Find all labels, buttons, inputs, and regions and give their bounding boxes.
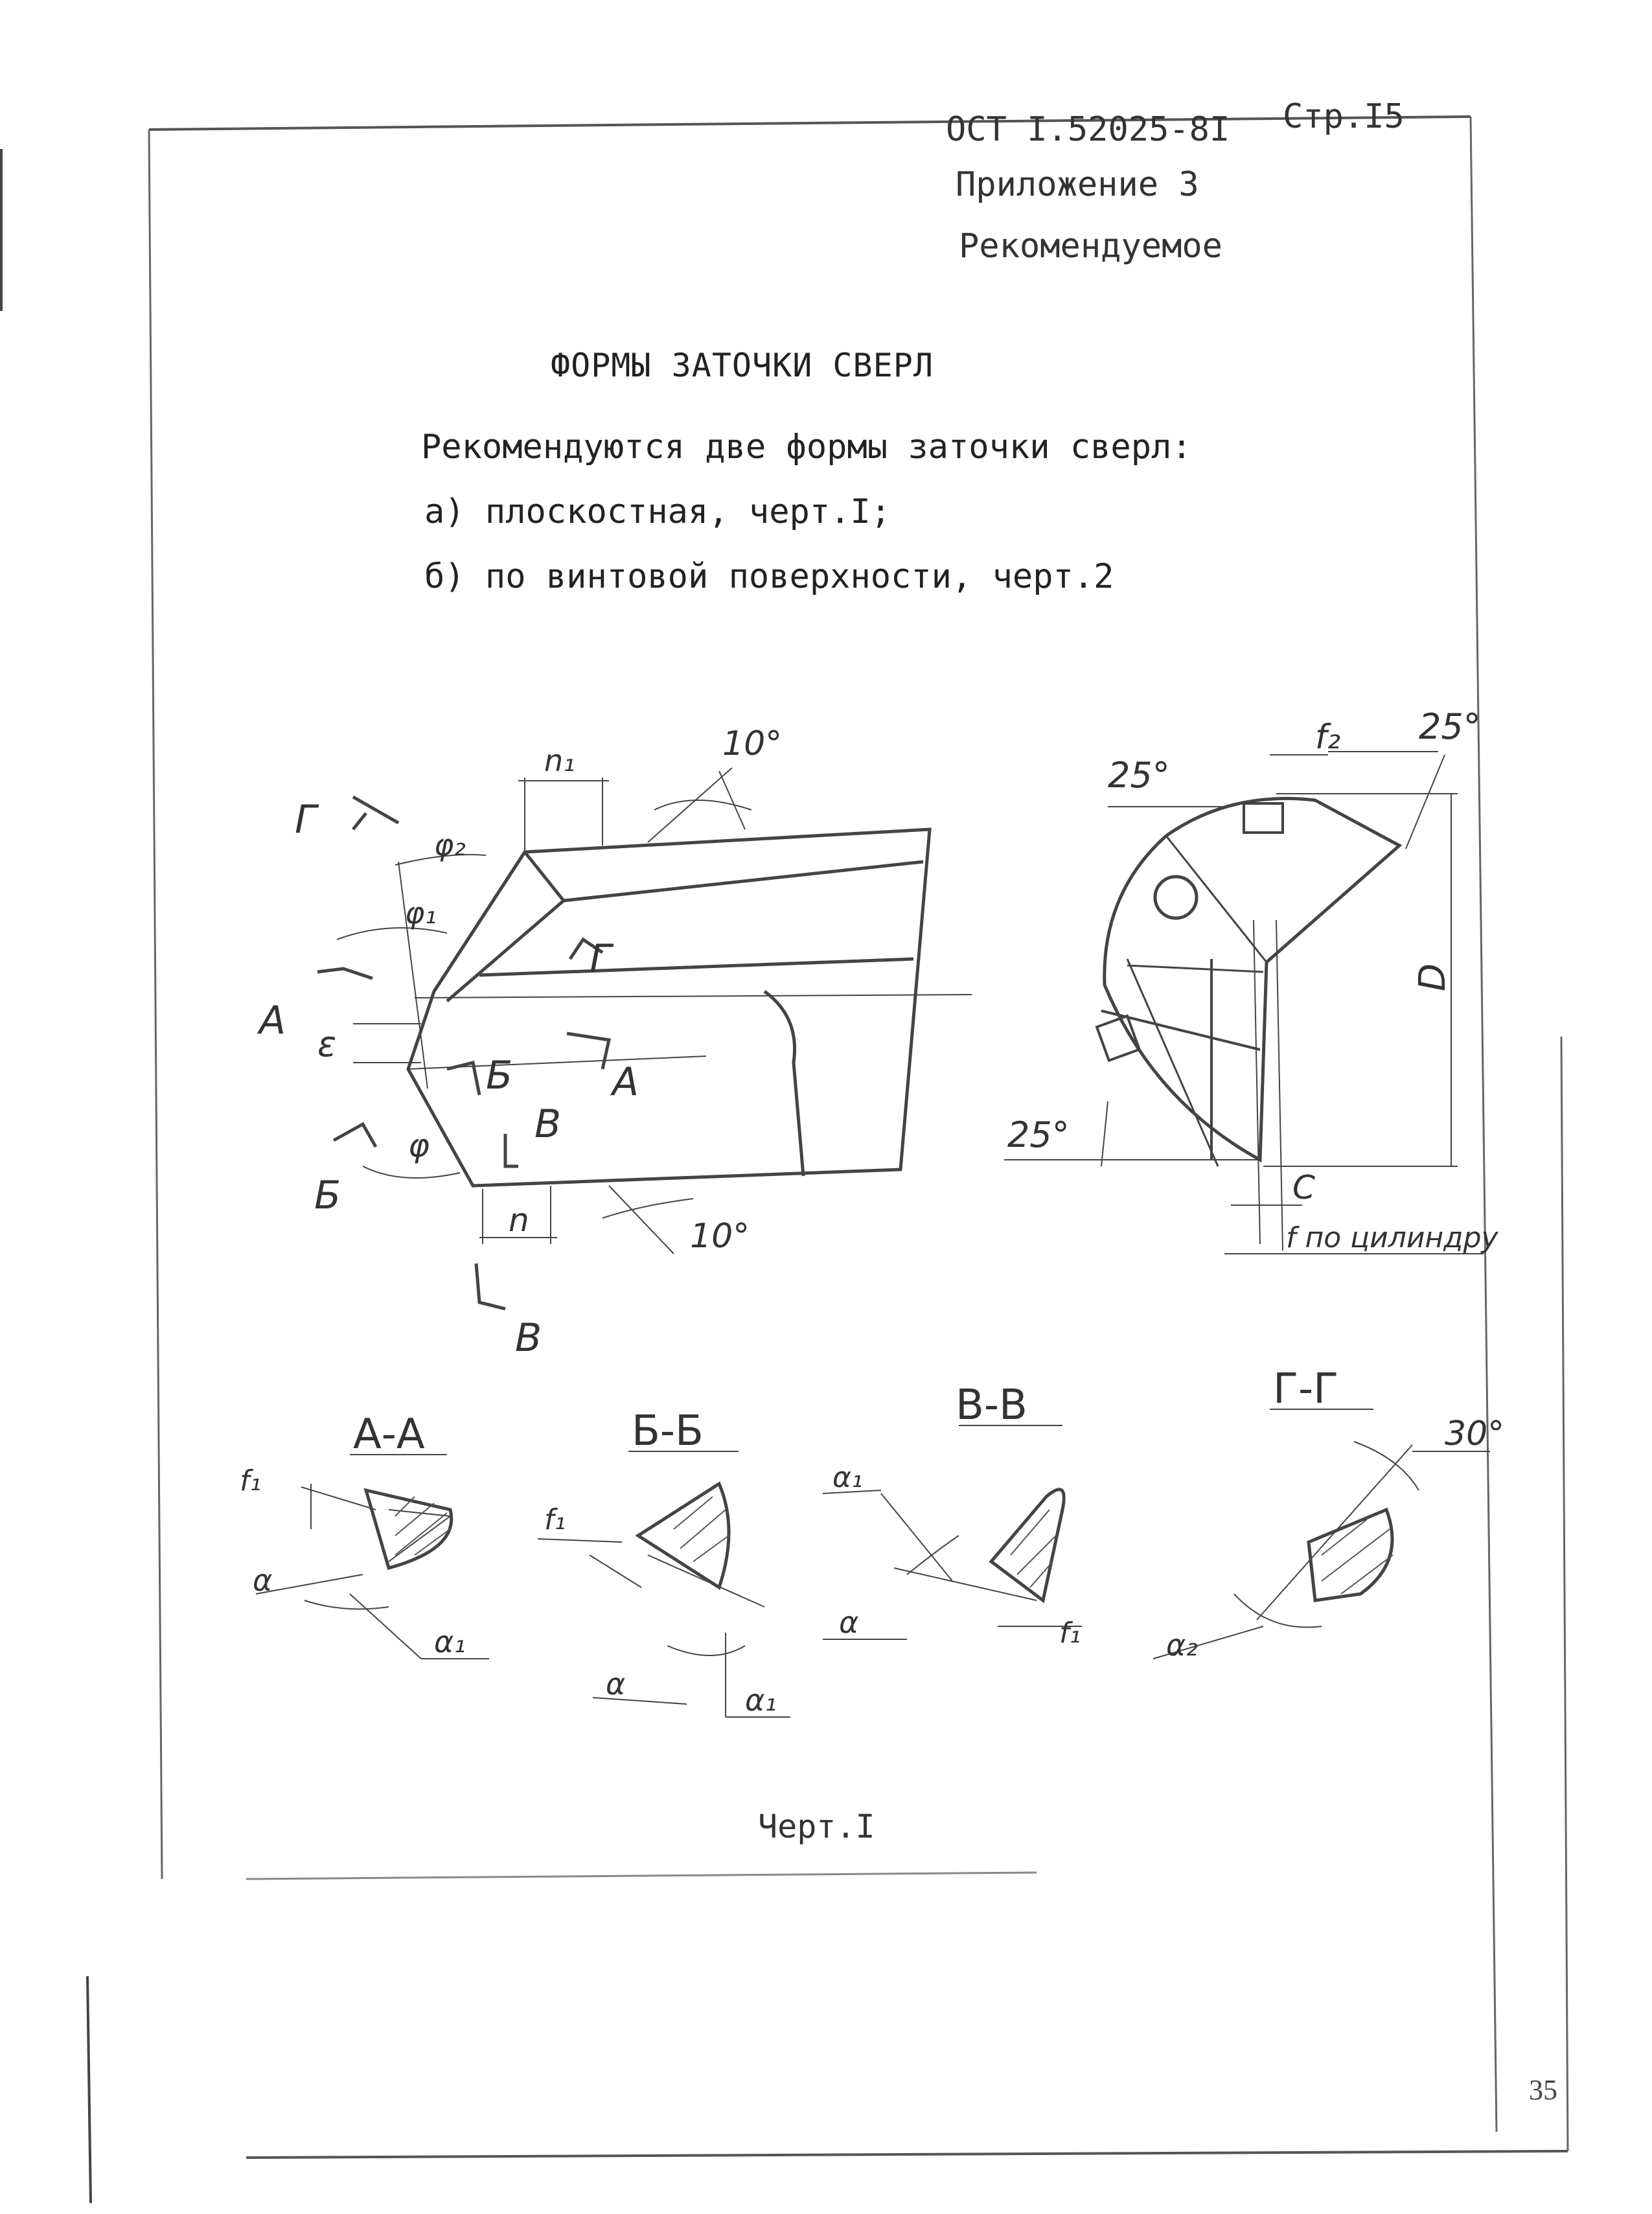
section-v-v-alpha1: α₁ <box>832 1461 863 1494</box>
label-c: C <box>1292 1169 1315 1206</box>
section-b-b-f1: f₁ <box>544 1503 566 1536</box>
label-angle-25-bottom: 25° <box>1007 1114 1070 1155</box>
intro-text: Рекомендуются две формы заточки сверл: <box>421 428 1192 467</box>
section-v-v-f1: f₁ <box>1059 1617 1081 1650</box>
label-angle-25-top-right: 25° <box>1419 706 1481 747</box>
section-g-g-angle-30: 30° <box>1445 1414 1505 1453</box>
label-n: n <box>509 1201 529 1239</box>
label-v-top: В <box>534 1101 562 1147</box>
label-angle-25-top-left: 25° <box>1108 755 1170 796</box>
page-number: 35 <box>1529 2074 1557 2106</box>
label-phi2: φ₂ <box>434 827 466 862</box>
section-b-b-title: Б-Б <box>632 1407 704 1455</box>
section-a-a-alpha: α <box>253 1563 273 1598</box>
label-a-left: А <box>259 998 286 1043</box>
option-b: б) по винтовой поверхности, черт.2 <box>424 557 1114 596</box>
section-a-a-alpha1: α₁ <box>434 1624 466 1659</box>
section-a-a-f1: f₁ <box>240 1464 262 1497</box>
label-gamma-top: Г <box>295 797 317 842</box>
label-phi1: φ₁ <box>405 895 437 930</box>
label-d: D <box>1412 963 1454 991</box>
option-a: а) плоскостная, черт.I; <box>424 492 891 531</box>
label-f-cylinder: f по цилиндру <box>1286 1221 1498 1254</box>
page-title: ФОРМЫ ЗАТОЧКИ СВЕРЛ <box>551 347 934 384</box>
section-g-g-title: Г-Г <box>1273 1365 1339 1413</box>
label-gamma-mid: Г <box>590 936 612 982</box>
section-b-b-alpha: α <box>606 1666 626 1701</box>
section-v-v-title: В-В <box>956 1381 1027 1429</box>
label-angle-10-top: 10° <box>722 724 783 763</box>
label-n1: n₁ <box>544 743 575 778</box>
label-f2: f₂ <box>1315 718 1341 757</box>
label-a-right: А <box>612 1059 639 1105</box>
section-b-b-alpha1: α₁ <box>745 1683 777 1718</box>
label-phi: φ <box>408 1127 430 1164</box>
label-b-left: Б <box>314 1173 341 1218</box>
section-g-g-alpha2: α₂ <box>1166 1628 1198 1663</box>
page-label: Стр.I5 <box>1283 97 1405 136</box>
figure-caption: Черт.I <box>758 1808 875 1845</box>
label-b-top: Б <box>486 1053 513 1098</box>
label-v-bottom: В <box>515 1315 542 1361</box>
section-a-a-title: А-А <box>353 1411 425 1459</box>
section-v-v-alpha: α <box>839 1605 859 1640</box>
status-label: Рекомендуемое <box>959 227 1222 266</box>
label-angle-10-bottom: 10° <box>690 1217 750 1256</box>
standard-number: ОСТ I.52025-8I <box>946 110 1230 149</box>
appendix-label: Приложение 3 <box>956 165 1199 204</box>
label-eps: ε <box>317 1024 337 1065</box>
